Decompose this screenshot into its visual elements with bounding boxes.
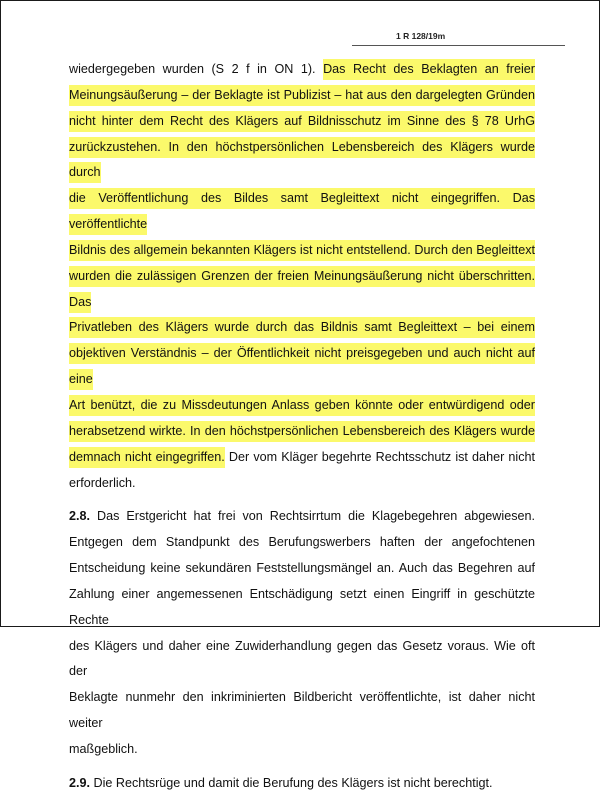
text-line (69, 57, 535, 83)
text-line: Entgegen dem Standpunkt des Berufungswerbers haften der angefochtenen (69, 535, 535, 550)
text-line (69, 109, 535, 135)
highlighted-text: Privatleben des Klägers wurde durch das Bildnis samt Begleittext – bei einem (69, 317, 535, 338)
highlighted-text: nicht hinter dem Recht des Klägers auf Bildnisschutz im Sinne des § 78 UrhG (69, 111, 535, 132)
text-line (69, 341, 535, 393)
paragraph-2-8 (69, 504, 535, 762)
plain-text: Das Erstgericht hat frei von Rechtsirrtum die Klagebegehren abgewiesen. (97, 509, 536, 524)
document-reference: 1 R 128/19m (396, 31, 446, 41)
highlighted-text: Das Recht des Beklagten an freier (323, 59, 535, 80)
text-line (69, 393, 535, 419)
text-line (69, 419, 535, 445)
text-line (69, 83, 535, 109)
plain-text: Der vom Kläger begehrte Rechtsschutz ist daher nicht (224, 449, 535, 464)
plain-text: erforderlich. (69, 475, 136, 490)
text-line: maßgeblich. (69, 741, 138, 756)
highlighted-text: objektiven Verständnis – der Öffentlichkeit nicht preisgegeben und auch nicht auf eine (69, 343, 535, 390)
text-line (69, 504, 535, 530)
highlighted-text: wurden die zulässigen Grenzen der freien Meinungsäußerung nicht überschritten. Das (69, 266, 535, 313)
paragraph-rights-balance (69, 57, 535, 496)
text-line (69, 471, 535, 497)
text-line (69, 186, 535, 238)
page-header (352, 26, 565, 46)
text-line: Beklagte nunmehr den inkriminierten Bildbericht veröffentlichte, ist daher nicht weiter (69, 690, 535, 731)
highlighted-text: Art benützt, die zu Missdeutungen Anlass geben könnte oder entwürdigend oder (69, 395, 535, 416)
text-line (69, 771, 535, 797)
text-line (69, 264, 535, 316)
highlighted-text: zurückzustehen. In den höchstpersönlichen Lebensbereich des Klägers wurde durch (69, 137, 535, 184)
paragraph-number: 2.9. (69, 775, 91, 790)
plain-text: wiedergegeben wurden (S 2 f in ON 1). (69, 62, 324, 76)
paragraph-2-9 (69, 771, 535, 797)
text-line (69, 238, 535, 264)
text-line: Zahlung einer angemessenen Entschädigung setzt einen Eingriff in geschützte Rechte (69, 586, 535, 627)
text-line: Entscheidung keine sekundären Feststellungsmängel an. Auch das Begehren auf (69, 561, 535, 576)
plain-text: Die Rechtsrüge und damit die Berufung des Klägers ist nicht berechtigt. (93, 775, 493, 790)
highlighted-text: Bildnis des allgemein bekannten Klägers ist nicht entstellend. Durch den Begleittext (69, 240, 535, 261)
document-body (69, 57, 535, 797)
highlighted-text: Meinungsäußerung – der Beklagte ist Publizist – hat aus den dargelegten Gründen (69, 85, 535, 106)
text-line (69, 315, 535, 341)
highlighted-text: demnach nicht eingegriffen. (69, 447, 225, 468)
text-line: des Klägers und daher eine Zuwiderhandlung gegen das Gesetz voraus. Wie oft der (69, 638, 535, 679)
text-line (69, 445, 535, 471)
paragraph-number: 2.8. (69, 509, 91, 524)
text-line (69, 135, 535, 187)
highlighted-text: die Veröffentlichung des Bildes samt Begleittext nicht eingegriffen. Das veröffentlichte (69, 188, 535, 235)
highlighted-text: herabsetzend wirkte. In den höchstpersönlichen Lebensbereich des Klägers wurde (69, 421, 535, 442)
